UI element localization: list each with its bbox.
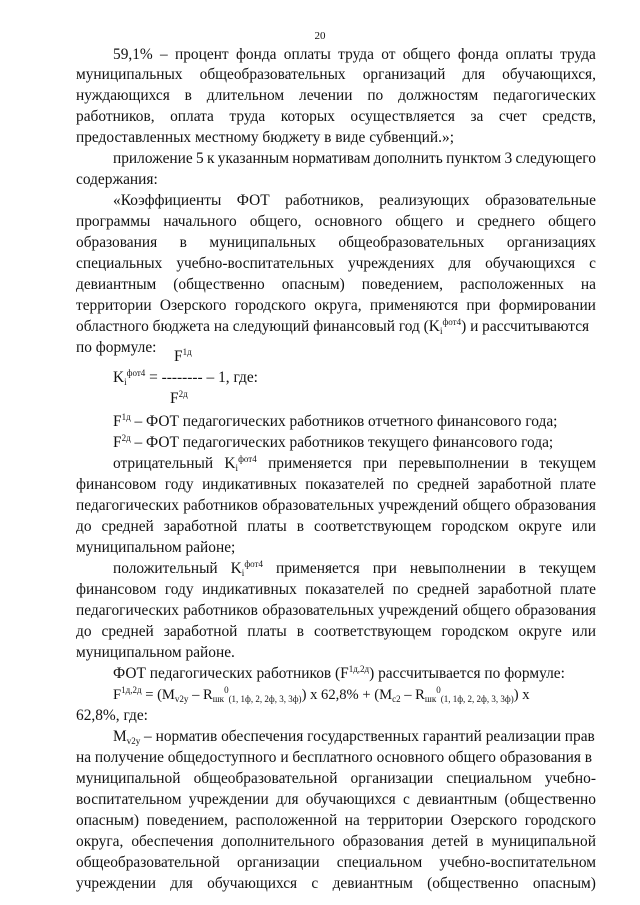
text-line (76, 475, 596, 495)
word: среднего (477, 213, 536, 230)
word: в (296, 623, 304, 640)
text-line: муниципальном районе. (76, 644, 235, 661)
word: показателей (305, 581, 385, 598)
text-line (76, 832, 596, 852)
word: заработной (477, 476, 552, 493)
word: финансовом (76, 476, 157, 493)
word: «Коэффициенты (113, 192, 222, 209)
text-line (76, 601, 596, 621)
word: – (160, 46, 168, 63)
word: организации (237, 854, 320, 871)
word: организации (350, 770, 434, 787)
text-tail (76, 893, 205, 894)
word: работников (183, 497, 258, 514)
word: общего (395, 213, 444, 230)
word: Озерского (159, 297, 227, 314)
word: городском (441, 623, 509, 640)
word: соответствующем (313, 518, 432, 535)
word: общего (402, 46, 451, 63)
word: воспитательном (76, 791, 182, 808)
word: нуждающихся (76, 87, 170, 104)
word: реализующих (379, 192, 470, 209)
word: педагогических (493, 87, 596, 104)
word: общего (548, 213, 596, 230)
tail-text (110, 893, 140, 894)
word: средней (417, 476, 470, 493)
text-line (76, 874, 596, 894)
word: дополнить (373, 150, 443, 167)
word: году (164, 476, 194, 493)
formula-fot: $F^{1д,2д} = (M_{v2y} - R_{шк}^0_{(1, 1ф, 2, 2ф, 3, 3ф)})$ х $62,8\% + (M_{c2} - R_{шк}^0_{(1, 1ф, 2, 2ф, 3, 3ф)})$ х (113, 685, 530, 704)
word: которых (280, 108, 335, 125)
word: опасным) (76, 812, 140, 829)
text-line (113, 454, 596, 474)
word: оплаты (283, 46, 331, 63)
word: по (392, 476, 409, 493)
word: муниципальных (76, 66, 183, 83)
word: ФОТ (236, 192, 270, 209)
text-line (76, 622, 596, 642)
word: дополнительного (221, 833, 335, 850)
text-line: содержания: (76, 171, 158, 188)
fraction-denominator: $F^{2д}$ (170, 389, 188, 407)
text-line (76, 811, 596, 831)
word: учреждении (188, 791, 269, 808)
word: и (456, 213, 465, 230)
word: учебно-воспитательных (176, 255, 334, 272)
word: образовательные (485, 192, 596, 209)
word: финансовом (76, 581, 157, 598)
definition-line: $F^{1д}$ – ФОТ педагогических работников отчетного финансового года; (113, 412, 558, 430)
word: текущем (539, 560, 596, 577)
word: общего (462, 602, 511, 619)
word: (общественно (504, 791, 596, 808)
word: заработной (163, 518, 238, 535)
word: детей (431, 833, 469, 850)
word: средней (417, 581, 470, 598)
word: общеобразовательных (199, 66, 346, 83)
word: платы (247, 623, 287, 640)
word: приложение (113, 150, 193, 167)
text-line (76, 65, 596, 85)
text-line: $M_{v2y}$ – норматив обеспечения государственных гарантий реализации прав (113, 728, 595, 746)
word: за (470, 108, 484, 125)
word: (общественно (173, 276, 265, 293)
text-line: муниципальном районе; (76, 539, 236, 556)
word: труда (229, 108, 266, 125)
word: муниципальных (209, 234, 316, 251)
word: (общественно (427, 875, 519, 892)
text-line: на получение общедоступного и бесплатного основного общего образования в (76, 749, 593, 766)
word: учебно-воспитательном (439, 854, 596, 871)
word: педагогических (76, 497, 179, 514)
text-line: 62,8%, где: (76, 707, 148, 724)
word: городском (441, 518, 509, 535)
text-line (76, 275, 596, 295)
word: оплаты (505, 46, 553, 63)
word: округе (518, 623, 562, 640)
word: плате (560, 476, 596, 493)
word: соответствующем (313, 623, 432, 640)
word: девиантным (332, 875, 413, 892)
word: формировании (498, 297, 596, 314)
text-line: областного бюджета на следующий финансовый год $(K_i^{фот4})$ и рассчитываются (76, 317, 590, 336)
word: городского (524, 812, 596, 829)
word: педагогических (76, 602, 179, 619)
word: в (518, 560, 527, 577)
word: для (275, 791, 299, 808)
word: году (164, 581, 194, 598)
word: территории (367, 812, 443, 829)
word: отрицательный (113, 455, 214, 472)
word: начального (163, 213, 237, 230)
word: средней (101, 518, 154, 535)
word: расположенной (235, 812, 338, 829)
word: специальном (336, 854, 423, 871)
word: или (571, 623, 596, 640)
word: обучающихся (207, 875, 298, 892)
word: к (207, 150, 215, 167)
word: образования (514, 497, 596, 514)
word: 3 (504, 150, 513, 167)
word: учреждении (76, 875, 156, 892)
word: в (476, 833, 484, 850)
word: заработной (477, 581, 552, 598)
word: в (520, 455, 528, 472)
word: осуществляется (350, 108, 455, 125)
word: образования (514, 602, 596, 619)
word: образования (76, 234, 158, 251)
word: должностям (398, 87, 479, 104)
word: работников, (285, 192, 364, 209)
word: применяется (268, 455, 352, 472)
word: $K_i^{фот4}$ (230, 559, 263, 578)
word: лечении (299, 87, 353, 104)
word: работников (183, 602, 258, 619)
text-line (76, 517, 596, 537)
word: округа, (314, 297, 362, 314)
word: от (381, 46, 396, 63)
word: работников, (76, 108, 155, 125)
text-line (76, 107, 596, 127)
word: в (184, 87, 192, 104)
definition-line: $F^{2д}$ – ФОТ педагогических работников текущего финансового года; (113, 433, 554, 451)
word: общего, (249, 213, 302, 230)
word: плате (560, 581, 596, 598)
word: поведением, (361, 276, 444, 293)
word: на (580, 276, 596, 293)
tail-text (76, 893, 108, 894)
text-line: предоставленных местному бюджету в виде субвенций.»; (76, 129, 454, 146)
text-line (76, 296, 596, 316)
text-line (76, 212, 596, 232)
word: при (372, 560, 397, 577)
word: общеобразовательной (193, 770, 338, 787)
word: пунктом (446, 150, 502, 167)
text-line (76, 853, 596, 873)
word: при (466, 297, 491, 314)
word: применяются (369, 297, 459, 314)
word: в (296, 518, 304, 535)
word: муниципальной (491, 833, 596, 850)
text-line (113, 191, 596, 211)
word: обучающихся, (502, 66, 596, 83)
word: текущем (539, 455, 596, 472)
text-line (76, 769, 596, 789)
word: общего (462, 497, 511, 514)
word: индикативных (202, 581, 297, 598)
word: программы (76, 213, 151, 230)
word: платы (247, 518, 287, 535)
word: специальных (76, 255, 163, 272)
word: невыполнении (409, 560, 506, 577)
word: расположенных (460, 276, 564, 293)
page-number: 20 (314, 30, 326, 42)
word: на (344, 812, 360, 829)
word: округа, (76, 833, 124, 850)
word: девиантным (76, 276, 157, 293)
word: поведением, (146, 812, 228, 829)
word: общеобразовательной (76, 854, 220, 871)
word: указанным (217, 150, 289, 167)
text-line (76, 580, 596, 600)
word: $K_i^{фот4}$ (224, 454, 257, 473)
word: с (402, 791, 410, 808)
word: учреждений (378, 497, 459, 514)
word: перевыполнении (398, 455, 510, 472)
word: до (76, 623, 92, 640)
word: до (76, 518, 92, 535)
word: основного (314, 213, 383, 230)
word: Озерского (450, 812, 518, 829)
word: специальном (446, 770, 532, 787)
word: оплата (170, 108, 214, 125)
word: учреждениях (347, 255, 435, 272)
text-line (76, 790, 596, 810)
text-line (76, 254, 596, 274)
word: образования (342, 833, 424, 850)
word: средней (101, 623, 154, 640)
word: для (462, 66, 486, 83)
word: опасным) (532, 875, 596, 892)
text-line (113, 559, 596, 579)
text-line (113, 149, 596, 169)
word: для (170, 875, 193, 892)
text-line: по формуле: (76, 339, 157, 356)
text-line (113, 45, 596, 65)
word: положительный (113, 560, 218, 577)
word: при (363, 455, 388, 472)
word: индикативных (202, 476, 297, 493)
text-line (76, 233, 596, 253)
word: обеспечения (131, 833, 214, 850)
word: с (589, 255, 596, 272)
word: показателей (305, 476, 385, 493)
word: применяется (275, 560, 360, 577)
word: средств, (542, 108, 596, 125)
tail-text (139, 893, 173, 894)
word: труда (560, 46, 596, 63)
tail-text (173, 893, 204, 894)
word: счет (498, 108, 527, 125)
word: фонда (457, 46, 499, 63)
word: длительном (206, 87, 285, 104)
word: округе (518, 518, 562, 535)
word: процент (175, 46, 229, 63)
word: заработной (163, 623, 238, 640)
word: организаций (362, 66, 446, 83)
text-line: ФОТ педагогических работников $(F^{1д,2д})$ рассчитывается по формуле: (113, 664, 565, 682)
fraction-numerator: $F^{1д}$ (174, 347, 192, 365)
word: учебно- (544, 770, 596, 787)
word: обучающихся (305, 791, 396, 808)
word: фонда (235, 46, 277, 63)
text-line (76, 496, 596, 516)
word: 5 (196, 150, 204, 167)
word: организациях (506, 234, 596, 251)
word: 59,1% (113, 46, 153, 63)
formula-k: $K_i^{фот4}$ = -------- – 1, где: (113, 368, 258, 387)
word: с (311, 875, 319, 892)
word: для (448, 255, 472, 272)
word: труда (338, 46, 374, 63)
word: образовательных (262, 497, 375, 514)
word: следующего (515, 150, 596, 167)
text-line (76, 86, 596, 106)
word: территории (76, 297, 152, 314)
word: девиантным (417, 791, 498, 808)
word: нормативам (292, 150, 371, 167)
word: образовательных (262, 602, 375, 619)
word: по (367, 87, 384, 104)
word: общеобразовательных (338, 234, 485, 251)
word: по (392, 581, 409, 598)
word: учреждений (378, 602, 459, 619)
word: опасным) (281, 276, 345, 293)
word: муниципальной (76, 770, 181, 787)
word: городского (234, 297, 306, 314)
word: в (179, 234, 187, 251)
word: или (571, 518, 596, 535)
word: обучающихся (485, 255, 576, 272)
